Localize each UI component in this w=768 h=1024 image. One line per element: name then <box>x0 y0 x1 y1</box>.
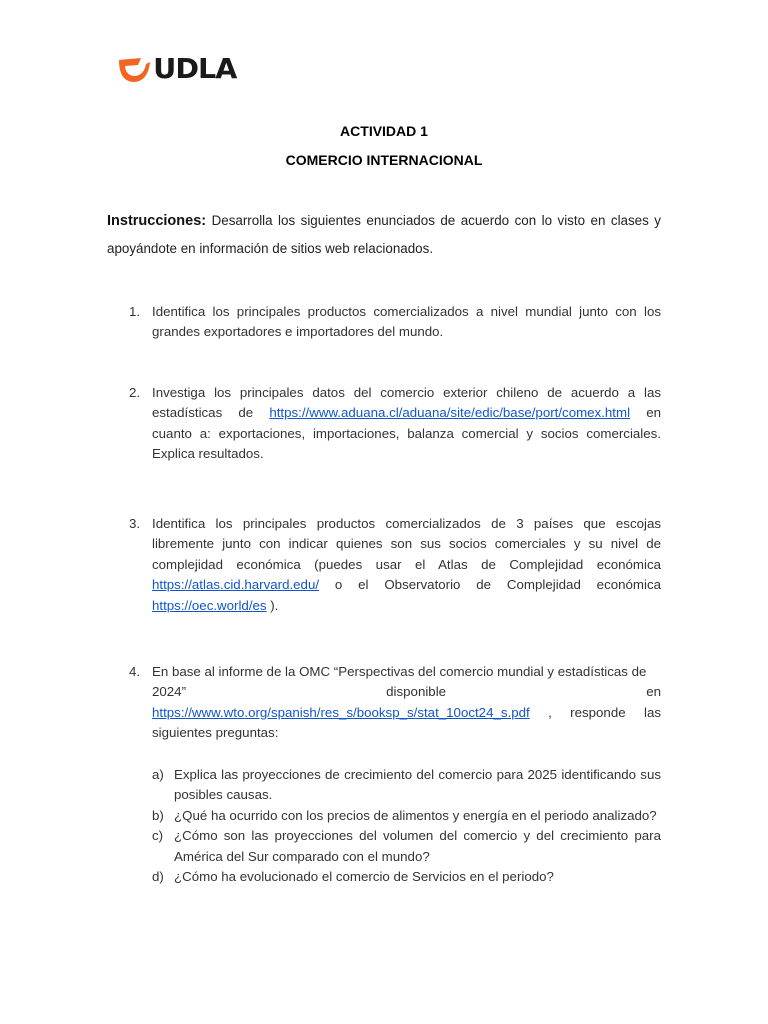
item-text: Investiga los principales datos del comercio exterior chileno de acuerdo a las estadísticas de <box>152 385 661 421</box>
list-item-3 <box>129 514 661 616</box>
item-word: disponible <box>386 684 447 700</box>
subquestion-text: Explica las proyecciones de crecimiento del comercio para 2025 identificando sus posibles causas. <box>174 767 661 803</box>
oec-link[interactable]: https://oec.world/es <box>152 597 267 613</box>
subquestion-item <box>152 826 661 867</box>
page-subtitle: COMERCIO INTERNACIONAL <box>285 152 483 168</box>
subquestion-text: ¿Qué ha ocurrido con los precios de alimentos y energía en el periodo analizado? <box>174 807 657 823</box>
list-item-2 <box>129 383 661 465</box>
subquestion-item <box>152 806 661 826</box>
subquestion-item <box>152 867 661 887</box>
item-text: Identifica los principales productos comercializados de 3 países que escojas libremente junto con indicar quienes son sus socios comerciales y su nivel de complejidad económica (puedes usar el Atlas de Complejidad económica <box>152 516 661 572</box>
item-number: 3. <box>129 516 141 531</box>
subquestion-label: b) <box>152 807 164 823</box>
item-text: ). <box>266 597 279 613</box>
item-word: 2024” <box>152 684 187 700</box>
item-number: 4. <box>129 664 141 679</box>
item-number: 2. <box>129 385 141 400</box>
item-text-spread <box>152 682 661 702</box>
item-text: En base al informe de la OMC “Perspectivas del comercio mundial y estadísticas de <box>152 664 647 679</box>
logo-text: UDLA <box>153 52 237 85</box>
aduana-link[interactable]: https://www.aduana.cl/aduana/site/edic/base/port/comex.html <box>269 405 631 421</box>
wto-link[interactable]: https://www.wto.org/spanish/res_s/booksp_s/stat_10oct24_s.pdf <box>152 704 530 720</box>
item-text: o el Observatorio de Complejidad económica <box>319 577 661 593</box>
udla-logo-icon <box>117 54 151 84</box>
list-item-1 <box>129 302 661 343</box>
subquestion-item <box>152 765 661 806</box>
subquestion-label: c) <box>152 828 164 844</box>
instructions-label: Instrucciones: <box>107 213 207 229</box>
subquestion-text: ¿Cómo son las proyecciones del volumen del comercio y del crecimiento para América del Sur comparado con el mundo? <box>174 828 661 864</box>
item-text: , responde las siguientes preguntas: <box>152 704 661 741</box>
item-number: 1. <box>129 304 141 319</box>
instructions <box>107 207 661 263</box>
subquestion-text: ¿Cómo ha evolucionado el comercio de Servicios en el periodo? <box>174 869 554 885</box>
page-title: ACTIVIDAD 1 <box>340 123 428 139</box>
instructions-text: Desarrolla los siguientes enunciados de acuerdo con lo visto en clases y apoyándote en información de sitios web relacionados. <box>107 213 661 256</box>
subquestion-label: d) <box>152 869 164 885</box>
list-item-4 <box>129 662 661 744</box>
item-text: Identifica los principales productos comercializados a nivel mundial junto con los grandes exportadores e importadores del mundo. <box>152 304 661 340</box>
udla-logo <box>117 54 236 84</box>
subquestion-list <box>152 765 661 887</box>
item-word: en <box>646 684 661 700</box>
atlas-link[interactable]: https://atlas.cid.harvard.edu/ <box>152 577 320 593</box>
item-text: en cuanto a: exportaciones, importaciones, balanza comercial y socios comerciales. Explica resultados. <box>152 405 661 462</box>
subquestion-label: a) <box>152 767 164 782</box>
